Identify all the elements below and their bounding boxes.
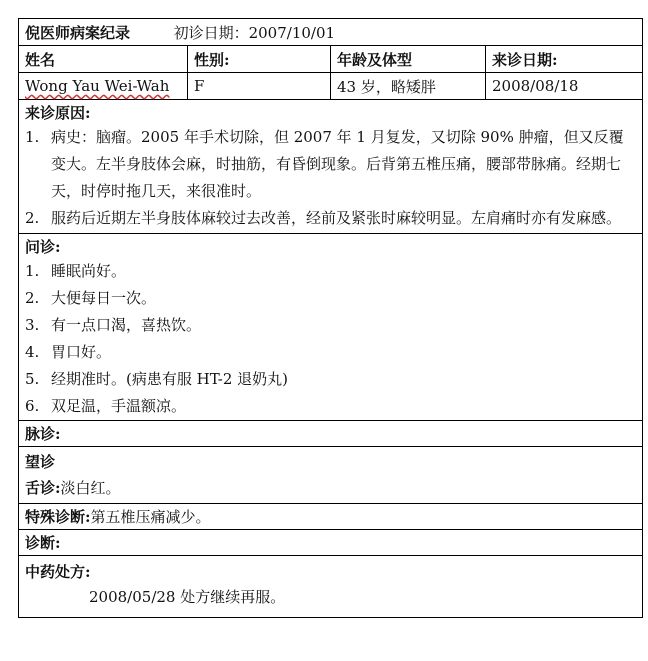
observation-label: 望诊 (25, 453, 56, 471)
first-visit-date: 2007/10/01 (248, 23, 336, 42)
patient-name-cell (19, 73, 188, 100)
reason-list (25, 124, 636, 232)
age-header: 年龄及体型 (331, 46, 486, 73)
sex-header: 性别: (188, 46, 331, 73)
list-item: 3. 有一点口渴，喜热饮。 (25, 316, 202, 334)
patient-age-body: 43 岁，略矮胖 (331, 73, 486, 100)
patient-visit-date: 2008/08/18 (486, 73, 643, 100)
special-cell (19, 504, 643, 530)
tongue-value: 淡白红。 (60, 479, 121, 497)
visit-date-header: 来诊日期: (486, 46, 643, 73)
prescription-cell (19, 556, 643, 618)
inquiry-row (19, 234, 643, 421)
patient-sex: F (188, 73, 331, 100)
record-title-cell (19, 19, 643, 46)
special-row (19, 504, 643, 530)
medical-record-table (18, 18, 643, 618)
inquiry-cell (19, 234, 643, 421)
pulse-row (19, 421, 643, 447)
prescription-line: 2008/05/28 处方继续再服。 (89, 588, 286, 606)
list-item: 6. 双足温，手温额凉。 (25, 397, 187, 415)
reason-label: 来诊原因: (25, 104, 91, 122)
list-item: 5. 经期准时。(病患有服 HT-2 退奶丸) (25, 370, 289, 388)
name-header: 姓名 (19, 46, 188, 73)
observation-cell (19, 447, 643, 504)
diagnosis-row (19, 530, 643, 556)
column-header-row (19, 46, 643, 73)
patient-name: Wong Yau Wei-Wah (25, 77, 170, 95)
patient-info-row (19, 73, 643, 100)
record-title: 倪医师病案纪录 (25, 23, 131, 42)
list-item: 1. 病史：脑瘤。2005 年手术切除，但 2007 年 1 月复发，又切除 90% 肿瘤，但又反覆变大。左半身肢体会麻，时抽筋，有昏倒现象。后背第五椎压痛，腰部带脉痛。经期七天，时停时拖几天，来很准时。 (25, 128, 624, 200)
reason-cell (19, 100, 643, 234)
tongue-line (25, 475, 636, 501)
list-item: 1. 睡眠尚好。 (25, 262, 127, 280)
reason-row (19, 100, 643, 234)
special-label: 特殊诊断: (25, 508, 91, 526)
list-item: 2. 服药后近期左半身肢体麻较过去改善，经前及紧张时麻较明显。左肩痛时亦有发麻感。 (25, 209, 622, 227)
diagnosis-label: 诊断: (19, 530, 643, 556)
tongue-label: 舌诊: (25, 479, 61, 497)
list-item: 2. 大便每日一次。 (25, 289, 157, 307)
first-visit-label: 初诊日期： (173, 23, 249, 42)
prescription-label: 中药处方: (25, 563, 91, 581)
pulse-label: 脉诊: (19, 421, 643, 447)
observation-row (19, 447, 643, 504)
inquiry-list (25, 258, 636, 420)
medical-record-sheet (18, 18, 642, 618)
record-title-row (19, 19, 643, 46)
list-item: 4. 胃口好。 (25, 343, 112, 361)
prescription-row (19, 556, 643, 618)
special-value: 第五椎压痛减少。 (90, 508, 211, 526)
inquiry-label: 问诊: (25, 238, 61, 256)
